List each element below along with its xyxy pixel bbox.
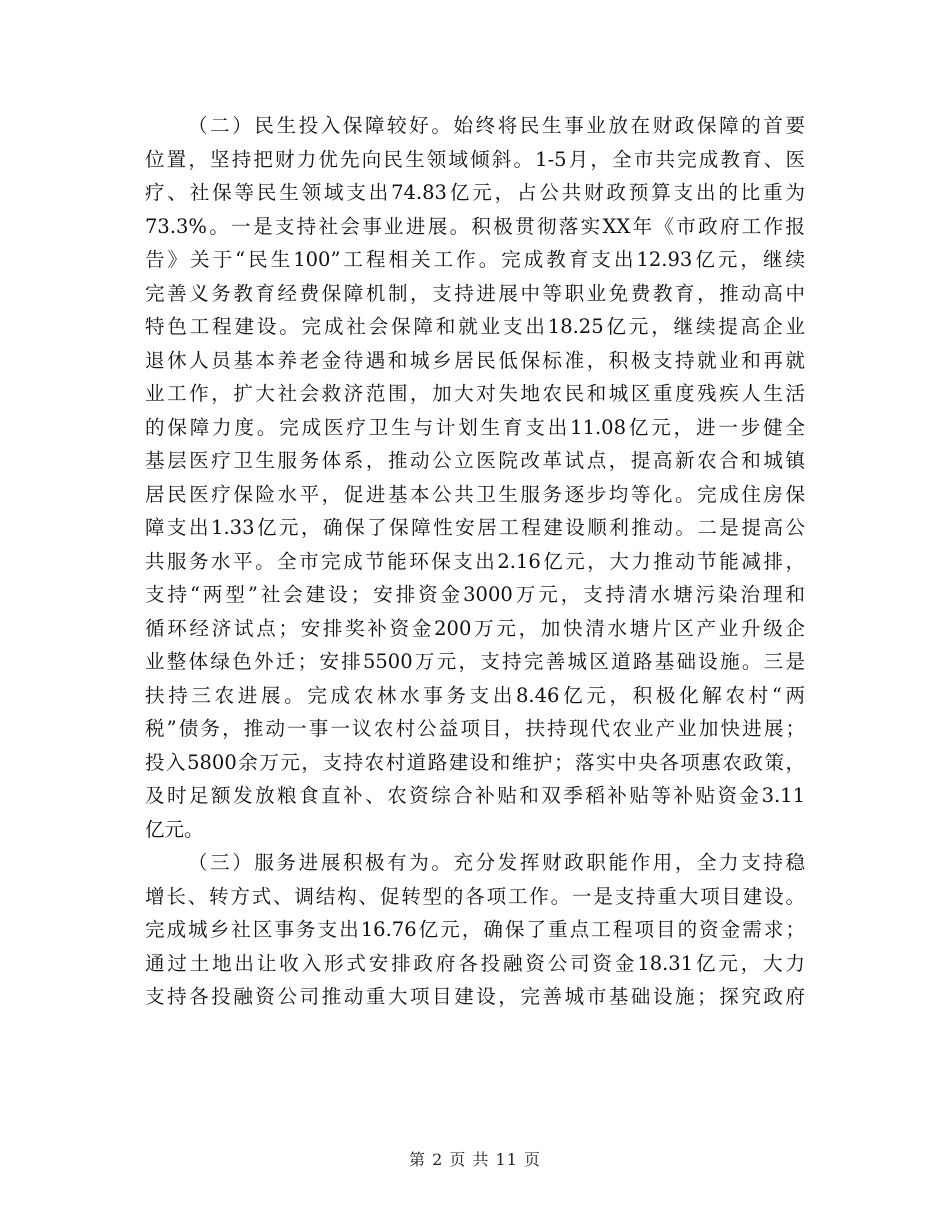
paragraph-livelihood — [145, 109, 805, 846]
page-footer: 第 2 页 共 11 页 — [409, 1150, 541, 1169]
text-line: 告》关于“民生100”工程相关工作。完成教育支出12.93亿元，继续 — [145, 248, 805, 271]
text-line: 障支出1.33亿元，确保了保障性安居工程建设顺利推动。二是提高公 — [145, 516, 805, 539]
text-line: 增长、转方式、调结构、促转型的各项工作。一是支持重大项目建设。 — [145, 884, 805, 908]
text-line: 退休人员基本养老金待遇和城乡居民低保标准，积极支持就业和再就 — [145, 348, 805, 372]
text-line: 支持“两型”社会建设；安排资金3000万元，支持清水塘污染治理和 — [145, 583, 805, 606]
text-line: 投入5800余万元，支持农村道路建设和维护；落实中央各项惠农政策， — [145, 750, 805, 774]
text-line: 业工作，扩大社会救济范围，加大对失地农民和城区重度残疾人生活 — [145, 382, 805, 405]
text-line: 亿元。 — [145, 817, 204, 841]
text-line: 及时足额发放粮食直补、农资综合补贴和双季稻补贴等补贴资金3.11 — [145, 784, 805, 807]
text-line: 完成城乡社区事务支出16.76亿元，确保了重点工程项目的资金需求； — [145, 918, 805, 941]
text-line: 循环经济试点；安排奖补资金200万元，加快清水塘片区产业升级企 — [145, 616, 805, 640]
text-line: （二）民生投入保障较好。始终将民生事业放在财政保障的首要 — [188, 114, 805, 137]
text-line: 特色工程建设。完成社会保障和就业支出18.25亿元，继续提高企业 — [145, 315, 805, 338]
text-line: （三）服务进展积极有为。充分发挥财政职能作用，全力支持稳 — [188, 851, 805, 874]
text-line: 税”债务，推动一事一议农村公益项目，扶持现代农业产业加快进展； — [145, 717, 805, 740]
text-line: 居民医疗保险水平，促进基本公共卫生服务逐步均等化。完成住房保 — [145, 482, 805, 506]
text-line: 业整体绿色外迁；安排5500万元，支持完善城区道路基础设施。三是 — [145, 650, 805, 673]
text-line: 扶持三农进展。完成农林水事务支出8.46亿元，积极化解农村“两 — [145, 683, 805, 707]
text-line: 73.3%。一是支持社会事业进展。积极贯彻落实XX年《市政府工作报 — [145, 214, 805, 238]
text-line: 的保障力度。完成医疗卫生与计划生育支出11.08亿元，进一步健全 — [145, 415, 805, 439]
text-line: 共服务水平。全市完成节能环保支出2.16亿元，大力推动节能减排， — [145, 549, 805, 573]
text-line: 基层医疗卫生服务体系，推动公立医院改革试点，提高新农合和城镇 — [145, 449, 805, 472]
document-body — [145, 109, 805, 1014]
text-line: 完善义务教育经费保障机制，支持进展中等职业免费教育，推动高中 — [145, 281, 805, 305]
text-line: 通过土地出让收入形式安排政府各投融资公司资金18.31亿元，大力 — [145, 951, 805, 975]
text-line: 支持各投融资公司推动重大项目建设，完善城市基础设施；探究政府 — [145, 985, 805, 1008]
text-line: 疗、社保等民生领域支出74.83亿元，占公共财政预算支出的比重为 — [145, 181, 805, 204]
paragraph-service — [145, 846, 805, 1014]
text-line: 位置，坚持把财力优先向民生领域倾斜。1-5月，全市共完成教育、医 — [145, 147, 805, 171]
